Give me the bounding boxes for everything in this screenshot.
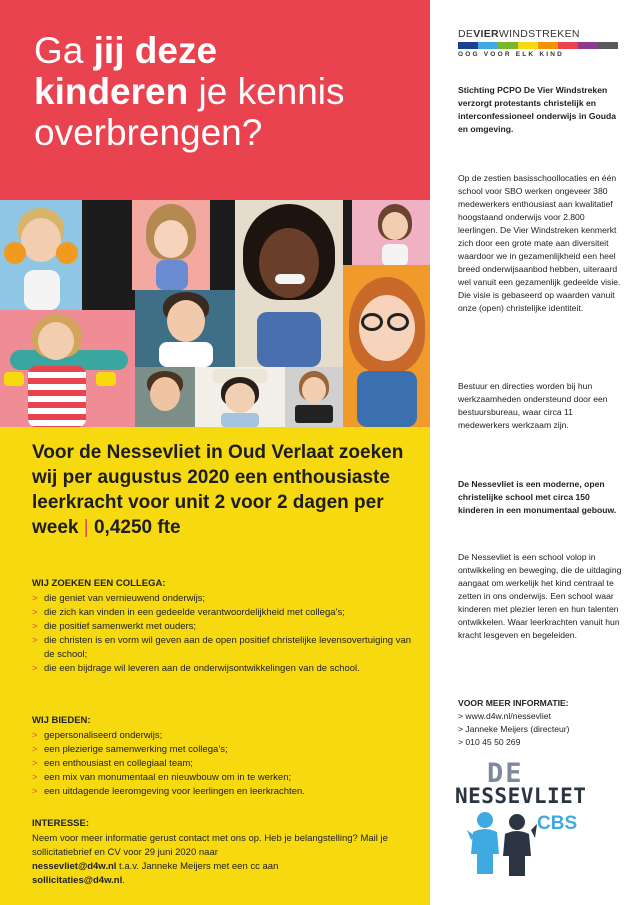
organisation-text: Op de zestien basisschoollocaties en één school voor SBO werken ongeveer 380 medewerkers enthousiast aan kwalitatief hoogstaand onderwijs voor 2.800 leerlingen. De Vier Windstreken kenmerkt zich door een grote mate aan diversiteit waardoor we in gezamenlijkheid een heel breed onderwijsaanbod hebben, uiteraard wel vanuit een gezamenlijk gedeelde visie. Die visie is gebaseerd op waarden vanuit onze (open) christelijke identiteit. — [458, 173, 621, 313]
logo-slogan: OOG VOOR ELK KIND — [458, 51, 565, 58]
photo-girl-skateboard — [0, 310, 135, 427]
logo-stripe-segment — [558, 42, 578, 49]
photo-girl-small — [352, 200, 430, 265]
website-link[interactable]: > www.d4w.nl/nessevliet — [458, 711, 551, 721]
list-item: > een mix van monumentaal en nieuwbouw om in te werken; — [32, 772, 292, 783]
phone-number: > 010 45 50 269 — [458, 737, 521, 747]
children-figures-icon — [467, 810, 537, 878]
email-link-nessevliet[interactable]: nessevliet@d4w.nl — [32, 861, 117, 872]
logo-stripe-segment — [598, 42, 618, 49]
photo-boy — [135, 290, 235, 367]
photo-smiling-girl — [235, 200, 343, 367]
list-item: > die een bijdrage wil leveren aan de onderwijsontwikkelingen van de school. — [32, 663, 360, 674]
hero-title: Ga jij deze kinderen je kennis overbrengen? — [34, 30, 345, 153]
list-item: > die geniet van vernieuwend onderwijs; — [32, 593, 206, 604]
contact-person: > Janneke Meijers (directeur) — [458, 724, 570, 734]
logo-wordmark: DEVIERWINDSTREKEN — [458, 28, 580, 40]
logo-stripe-segment — [518, 42, 538, 49]
list-item: > die zich kan vinden in een gedeelde verantwoordelijkheid met collega’s; — [32, 607, 345, 618]
cbs-logo-de: DE — [487, 758, 524, 789]
photo-girl-book — [195, 367, 285, 427]
photo-girl-tablet — [285, 367, 343, 427]
contact-title: VOOR MEER INFORMATIE: — [458, 698, 569, 708]
school-intro-text: De Nessevliet is een moderne, open christelijke school met circa 150 kinderen in een monumentaal gebouw. — [458, 479, 617, 515]
photo-girl-bubbles — [132, 200, 210, 290]
contact-info — [458, 697, 623, 749]
logo-de-vier-windstreken — [458, 28, 618, 58]
photo-girl-glasses — [343, 265, 430, 427]
section-wij-bieden — [32, 714, 422, 799]
logo-stripe-segment — [498, 42, 518, 49]
logo-color-stripe — [458, 42, 618, 49]
logo-stripe-segment — [478, 42, 498, 49]
email-link-sollicitaties[interactable]: sollicitaties@d4w.nl — [32, 875, 123, 886]
section-wij-zoeken — [32, 577, 422, 676]
vacancy-panel — [0, 427, 430, 905]
section-interesse — [32, 817, 422, 888]
list-item: > een enthousiast en collegiaal team; — [32, 758, 193, 769]
photo-girl-oranges — [0, 200, 82, 310]
list-item: > een plezierige samenwerking met collega’s; — [32, 744, 228, 755]
list-item: > gepersonaliseerd onderwijs; — [32, 730, 163, 741]
interesse-text: Neem voor meer informatie gerust contact met ons op. Heb je belangstelling? Mail je sollicitatiebrief en CV voor 29 juni 2020 naar nessevliet@d4w.nl t.a.v. Janneke Meijers met een cc aan sollicitaties@d4w.nl. — [32, 833, 388, 886]
children-photo-collage — [0, 200, 430, 427]
hero-banner — [0, 0, 430, 200]
photo-boy-wink — [135, 367, 195, 427]
right-column — [430, 0, 637, 905]
list-item: > die positief samenwerkt met ouders; — [32, 621, 197, 632]
list-item: > een uitdagende leeromgeving voor leerlingen en leerkrachten. — [32, 786, 305, 797]
bestuur-text: Bestuur en directies worden bij hun werkzaamheden ondersteund door een bestuursbureau, waar circa 11 medewerkers werkzaam zijn. — [458, 381, 608, 430]
logo-stripe-segment — [458, 42, 478, 49]
logo-stripe-segment — [578, 42, 598, 49]
section-title: WIJ BIEDEN: — [32, 715, 91, 726]
school-text: De Nessevliet is een school volop in ontwikkeling en beweging, die de uitdaging aangaat om werkelijk het kind centraal te zetten in ons onderwijs. Een school waar kinderen met plezier leren en hun talenten ontwikkelen. Waar leerkrachten vanuit hun kracht lesgeven en begeleiden. — [458, 552, 622, 640]
intro-text: Stichting PCPO De Vier Windstreken verzorgt protestants christelijk en interconfessioneel onderwijs in Gouda en omgeving. — [458, 85, 617, 134]
section-title: WIJ ZOEKEN EEN COLLEGA: — [32, 578, 166, 589]
section-title: INTERESSE: — [32, 818, 90, 829]
cbs-logo-cbs: CBS — [537, 813, 578, 834]
cbs-logo-name: NESSEVLIET — [455, 784, 587, 808]
vacancy-headline: Voor de Nessevliet in Oud Verlaat zoeken wij per augustus 2020 een enthousiaste leerkracht voor unit 2 voor 2 dagen per week | 0,4250 fte — [32, 442, 404, 538]
logo-stripe-segment — [538, 42, 558, 49]
logo-nessevliet-cbs — [455, 758, 630, 878]
list-item: > die christen is en vorm wil geven aan de open positief christelijke levensovertuiging van de school; — [32, 635, 412, 660]
